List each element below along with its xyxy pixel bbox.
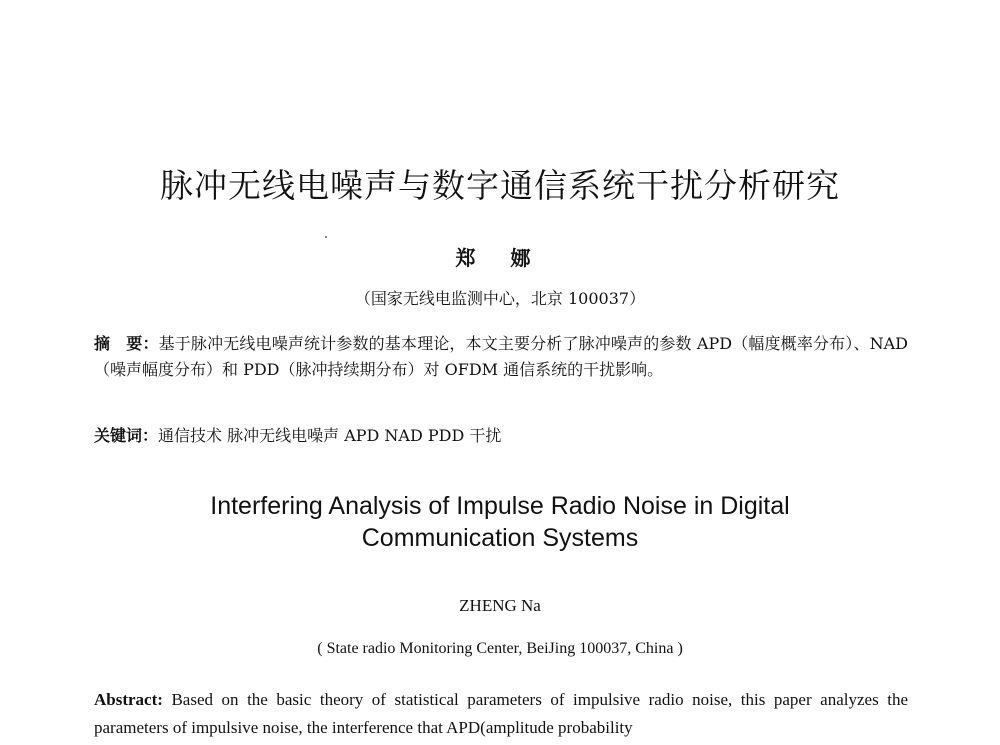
paper-title-en-line2: Communication Systems bbox=[361, 524, 639, 552]
abstract-text-cn: 基于脉冲无线电噪声统计参数的基本理论，本文主要分析了脉冲噪声的参数 APD（幅度概率分布）、NAD（噪声幅度分布）和 PDD（脉冲持续期分布）对 OFDM 通信系统的干扰影响。 bbox=[94, 334, 908, 379]
keywords-cn bbox=[94, 423, 908, 449]
paper-title-en bbox=[0, 490, 1000, 554]
abstract-text-en: Based on the basic theory of statistical parameters of impulsive radio noise, this paper analyzes the parameters of impulsive noise, the interference that APD(amplitude probability bbox=[94, 690, 908, 737]
affiliation-cn: （国家无线电监测中心，北京 100037） bbox=[354, 289, 646, 308]
author-name-cn: 郑 娜 bbox=[455, 246, 545, 270]
affiliation-en: ( State radio Monitoring Center, BeiJing 100037, China ) bbox=[317, 640, 683, 657]
keywords-label-cn: 关键词： bbox=[94, 426, 159, 445]
keywords-text-cn: 通信技术 脉冲无线电噪声 APD NAD PDD 干扰 bbox=[158, 426, 502, 445]
abstract-cn bbox=[94, 331, 908, 383]
speck-mark bbox=[325, 236, 327, 238]
abstract-label-cn: 摘 要： bbox=[94, 334, 159, 353]
abstract-en bbox=[94, 686, 908, 742]
paper-title-cn: 脉冲无线电噪声与数字通信系统干扰分析研究 bbox=[160, 166, 840, 205]
paper-title-en-line1: Interfering Analysis of Impulse Radio Noise in Digital bbox=[210, 492, 790, 520]
author-name-en: ZHENG Na bbox=[459, 596, 541, 615]
abstract-label-en: Abstract: bbox=[94, 690, 163, 709]
